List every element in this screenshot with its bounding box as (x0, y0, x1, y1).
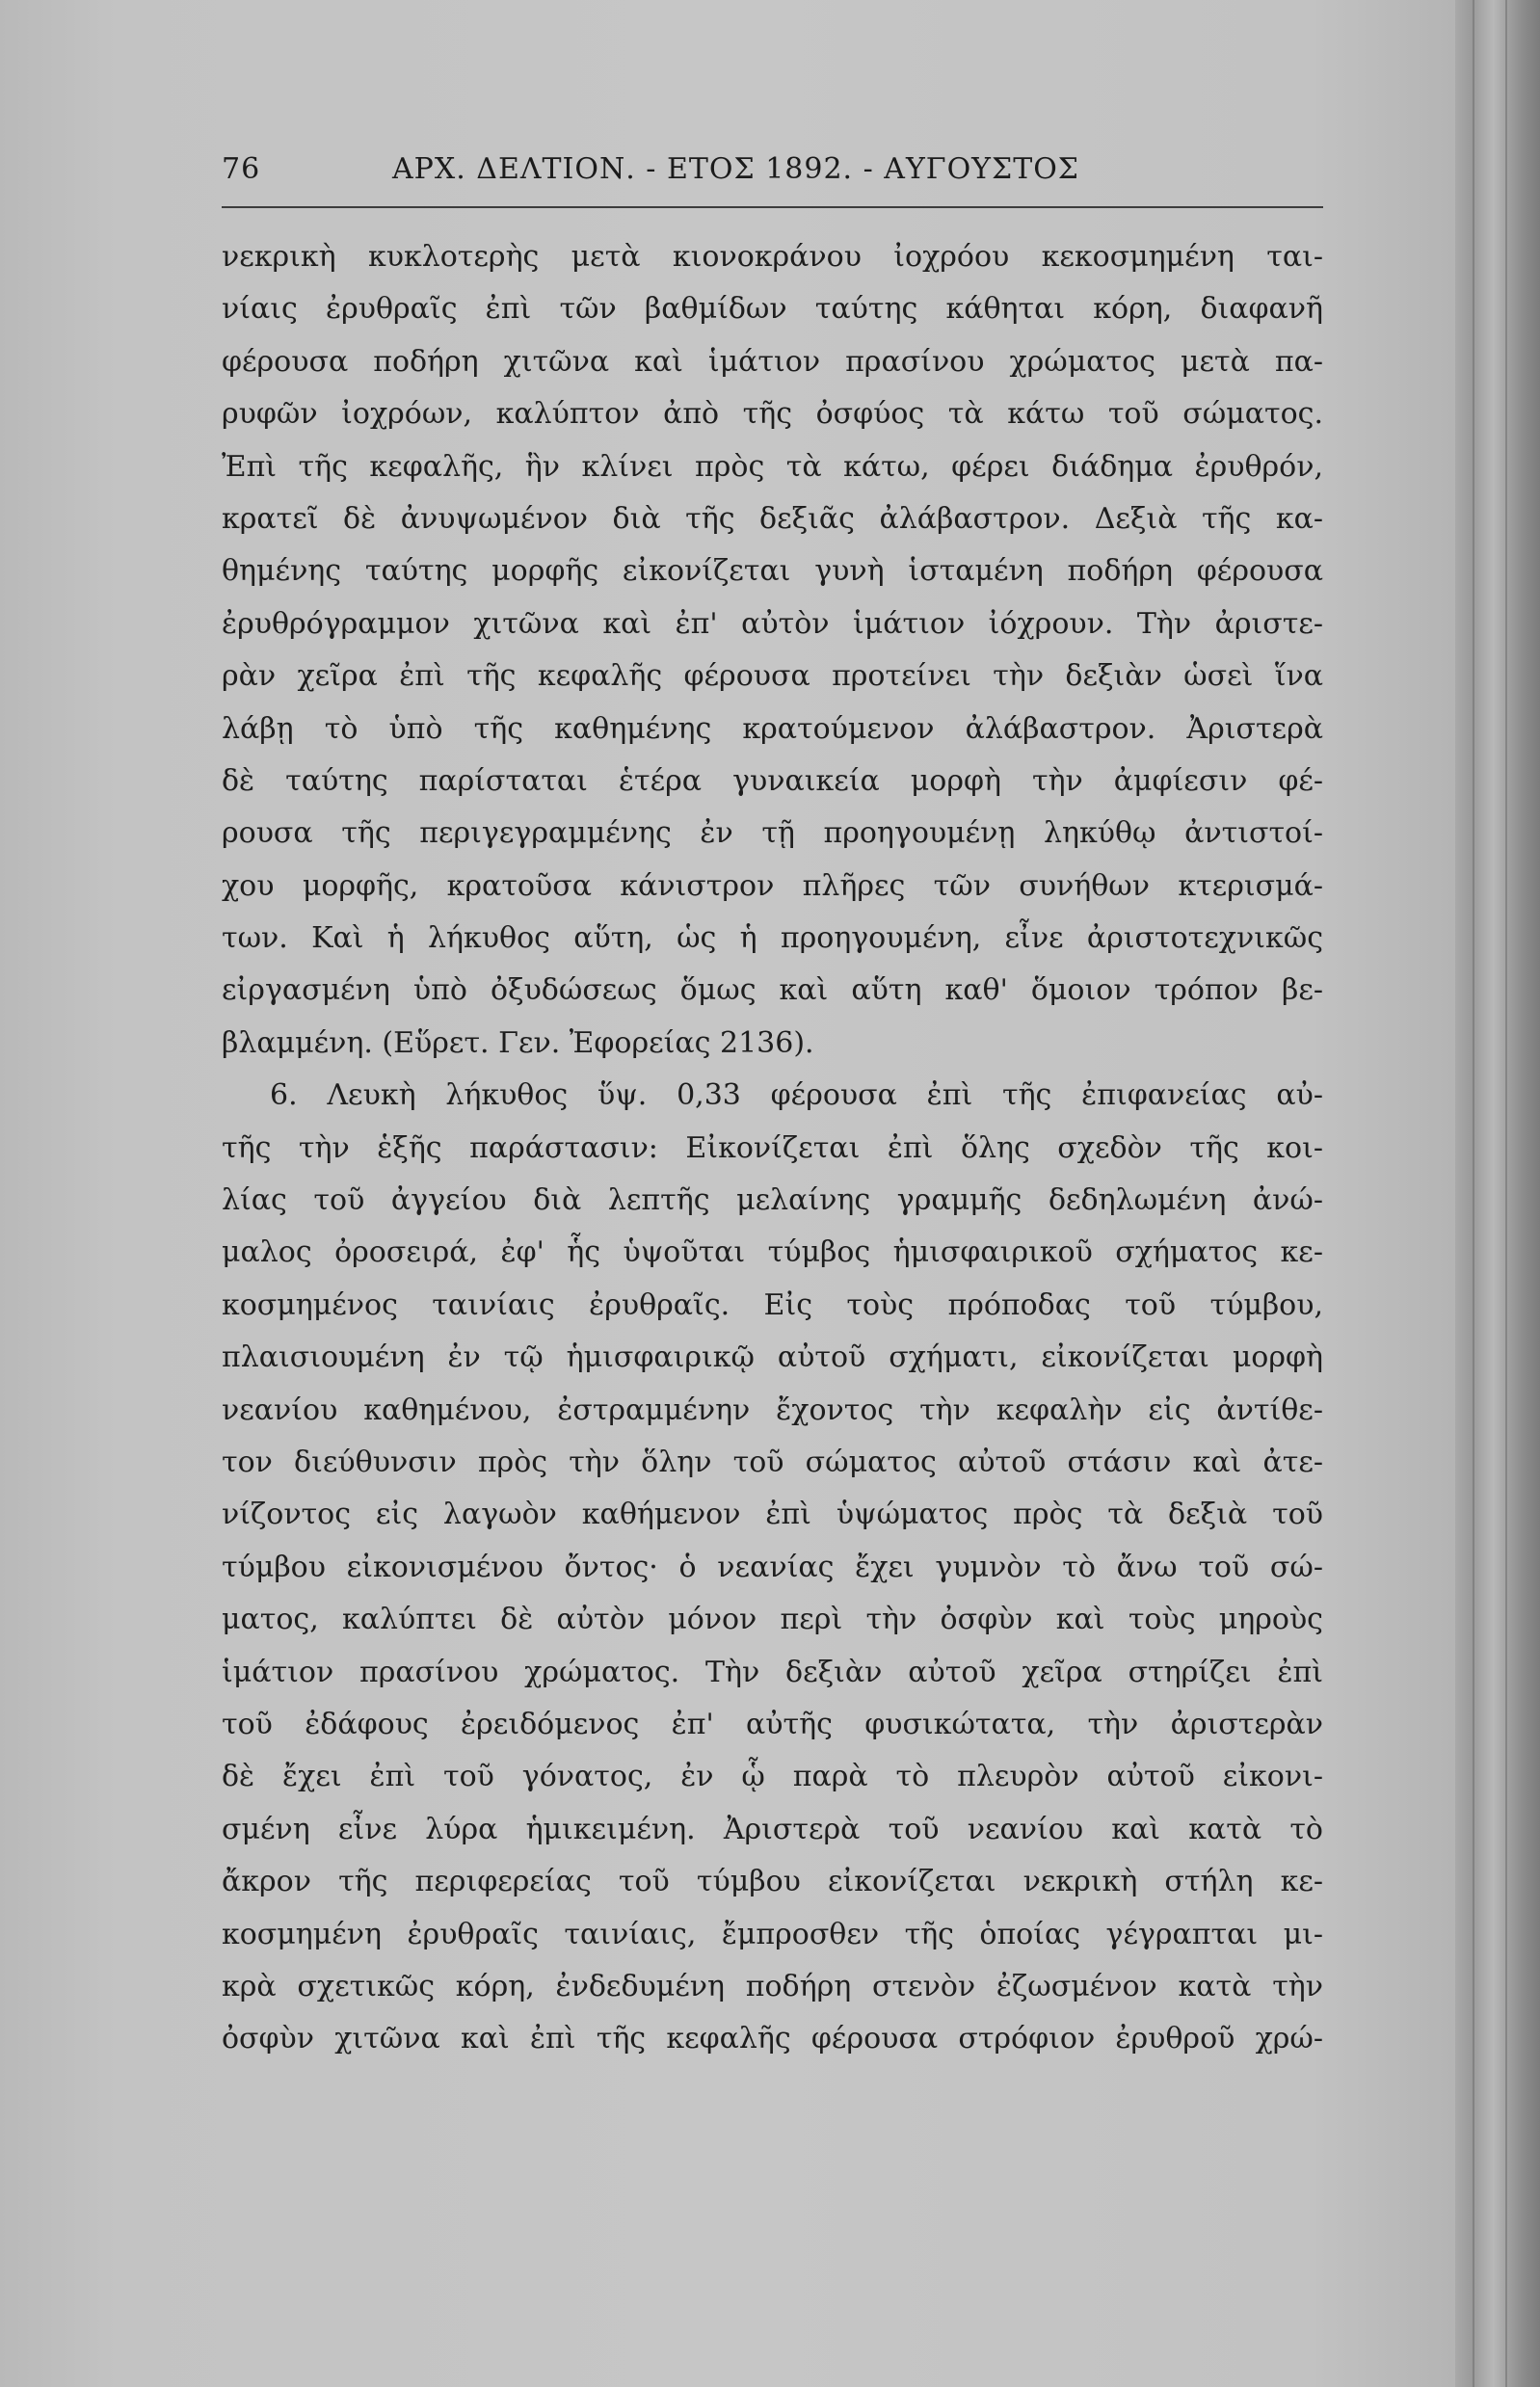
text-line: φέρουσα ποδήρη χιτῶνα καὶ ἱμάτιον πρασίνου χρώματος μετὰ πα- (222, 344, 1323, 379)
text-line: λίας τοῦ ἀγγείου διὰ λεπτῆς μελαίνης γραμμῆς δεδηλωμένη ἀνώ- (222, 1183, 1323, 1218)
text-line: ρὰν χεῖρα ἐπὶ τῆς κεφαλῆς φέρουσα προτείνει τὴν δεξιὰν ὡσεὶ ἵνα (222, 659, 1323, 694)
text-line: πλαισιουμένη ἐν τῷ ἡμισφαιρικῷ αὐτοῦ σχήματι, εἰκονίζεται μορφὴ (222, 1340, 1323, 1375)
text-line: τῆς τὴν ἑξῆς παράστασιν: Εἰκονίζεται ἐπὶ ὅλης σχεδὸν τῆς κοι- (222, 1130, 1323, 1165)
text-line: νίαις ἐρυθραῖς ἐπὶ τῶν βαθμίδων ταύτης κάθηται κόρη, διαφανῆ (222, 292, 1323, 327)
text-line: σμένη εἶνε λύρα ἡμικειμένη. Ἀριστερὰ τοῦ νεανίου καὶ κατὰ τὸ (222, 1812, 1323, 1846)
text-line: κρὰ σχετικῶς κόρη, ἐνδεδυμένη ποδήρη στενὸν ἐζωσμένον κατὰ τὴν (222, 1969, 1323, 2003)
spine-edge-line (1505, 0, 1507, 2387)
body-text (222, 231, 1323, 2066)
text-line: κοσμημένη ἐρυθραῖς ταινίαις, ἔμπροσθεν τῆς ὁποίας γέγραπται μι- (222, 1917, 1323, 1951)
text-line: νεανίου καθημένου, ἐστραμμένην ἔχοντος τὴν κεφαλὴν εἰς ἀντίθε- (222, 1392, 1323, 1427)
text-line: 6. Λευκὴ λήκυθος ὕψ. 0,33 φέρουσα ἐπὶ τῆς ἐπιφανείας αὐ- (270, 1078, 1323, 1113)
text-line: νεκρικὴ κυκλοτερὴς μετὰ κιονοκράνου ἰοχρόου κεκοσμημένη ται- (222, 240, 1323, 274)
text-line: δὲ ταύτης παρίσταται ἑτέρα γυναικεία μορφὴ τὴν ἀμφίεσιν φέ- (222, 763, 1323, 798)
text-line: λάβῃ τὸ ὑπὸ τῆς καθημένης κρατούμενον ἀλάβαστρον. Ἀριστερὰ (222, 711, 1323, 746)
text-line: ὀσφὺν χιτῶνα καὶ ἐπὶ τῆς κεφαλῆς φέρουσα στρόφιον ἐρυθροῦ χρώ- (222, 2022, 1323, 2056)
text-line: ρουσα τῆς περιγεγραμμένης ἐν τῇ προηγουμένῃ ληκύθῳ ἀντιστοί- (222, 816, 1323, 851)
running-head: ΑΡΧ. ΔΕΛΤΙΟΝ. - ΕΤΟΣ 1892. - ΑΥΓΟΥΣΤΟΣ (392, 152, 1080, 186)
text-line: ρυφῶν ἰοχρόων, καλύπτον ἀπὸ τῆς ὀσφύος τὰ κάτω τοῦ σώματος. (222, 397, 1323, 432)
text-line: βλαμμένη. (Εὕρετ. Γεν. Ἐφορείας 2136). (222, 1025, 814, 1060)
text-line: δὲ ἔχει ἐπὶ τοῦ γόνατος, ἐν ᾧ παρὰ τὸ πλευρὸν αὐτοῦ εἰκονι- (222, 1760, 1323, 1794)
text-line: μαλος ὀροσειρά, ἐφ' ἧς ὑψοῦται τύμβος ἡμισφαιρικοῦ σχήματος κε- (222, 1235, 1323, 1270)
header-rule (222, 206, 1323, 208)
text-line: εἰργασμένη ὑπὸ ὀξυδώσεως ὅμως καὶ αὕτη καθ' ὅμοιον τρόπον βε- (222, 973, 1323, 1008)
text-line: νίζοντος εἰς λαγωὸν καθήμενον ἐπὶ ὑψώματος πρὸς τὰ δεξιὰ τοῦ (222, 1498, 1323, 1532)
text-line: χου μορφῆς, κρατοῦσα κάνιστρον πλῆρες τῶν συνήθων κτερισμά- (222, 868, 1323, 903)
page-number: 76 (222, 152, 261, 186)
text-line: θημένης ταύτης μορφῆς εἰκονίζεται γυνὴ ἱσταμένη ποδήρη φέρουσα (222, 554, 1323, 589)
text-line: τοῦ ἐδάφους ἐρειδόμενος ἐπ' αὐτῆς φυσικώτατα, τὴν ἀριστερὰν (222, 1707, 1323, 1741)
text-line: τύμβου εἰκονισμένου ὄντος· ὁ νεανίας ἔχει γυμνὸν τὸ ἄνω τοῦ σώ- (222, 1550, 1323, 1584)
text-line: ματος, καλύπτει δὲ αὐτὸν μόνον περὶ τὴν ὀσφὺν καὶ τοὺς μηροὺς (222, 1603, 1323, 1637)
text-line: ἐρυθρόγραμμον χιτῶνα καὶ ἐπ' αὐτὸν ἱμάτιον ἰόχρουν. Τὴν ἀριστε- (222, 606, 1323, 641)
text-line: τον διεύθυνσιν πρὸς τὴν ὅλην τοῦ σώματος αὐτοῦ στάσιν καὶ ἀτε- (222, 1445, 1323, 1479)
page-header (222, 152, 1320, 193)
text-line: ἄκρον τῆς περιφερείας τοῦ τύμβου εἰκονίζεται νεκρικὴ στήλη κε- (222, 1865, 1323, 1899)
spine-edge-line (1473, 0, 1474, 2387)
text-line: Ἐπὶ τῆς κεφαλῆς, ἣν κλίνει πρὸς τὰ κάτω, φέρει διάδημα ἐρυθρόν, (222, 449, 1323, 484)
text-line: κοσμημένος ταινίαις ἐρυθραῖς. Εἰς τοὺς πρόποδας τοῦ τύμβου, (222, 1287, 1323, 1322)
text-line: κρατεῖ δὲ ἀνυψωμένον διὰ τῆς δεξιᾶς ἀλάβαστρον. Δεξιὰ τῆς κα- (222, 501, 1323, 536)
text-line: ἱμάτιον πρασίνου χρώματος. Τὴν δεξιὰν αὐτοῦ χεῖρα στηρίζει ἐπὶ (222, 1655, 1323, 1689)
book-spine (1455, 0, 1540, 2387)
text-line: των. Καὶ ἡ λήκυθος αὕτη, ὡς ἡ προηγουμένη, εἶνε ἀριστοτεχνικῶς (222, 921, 1323, 956)
